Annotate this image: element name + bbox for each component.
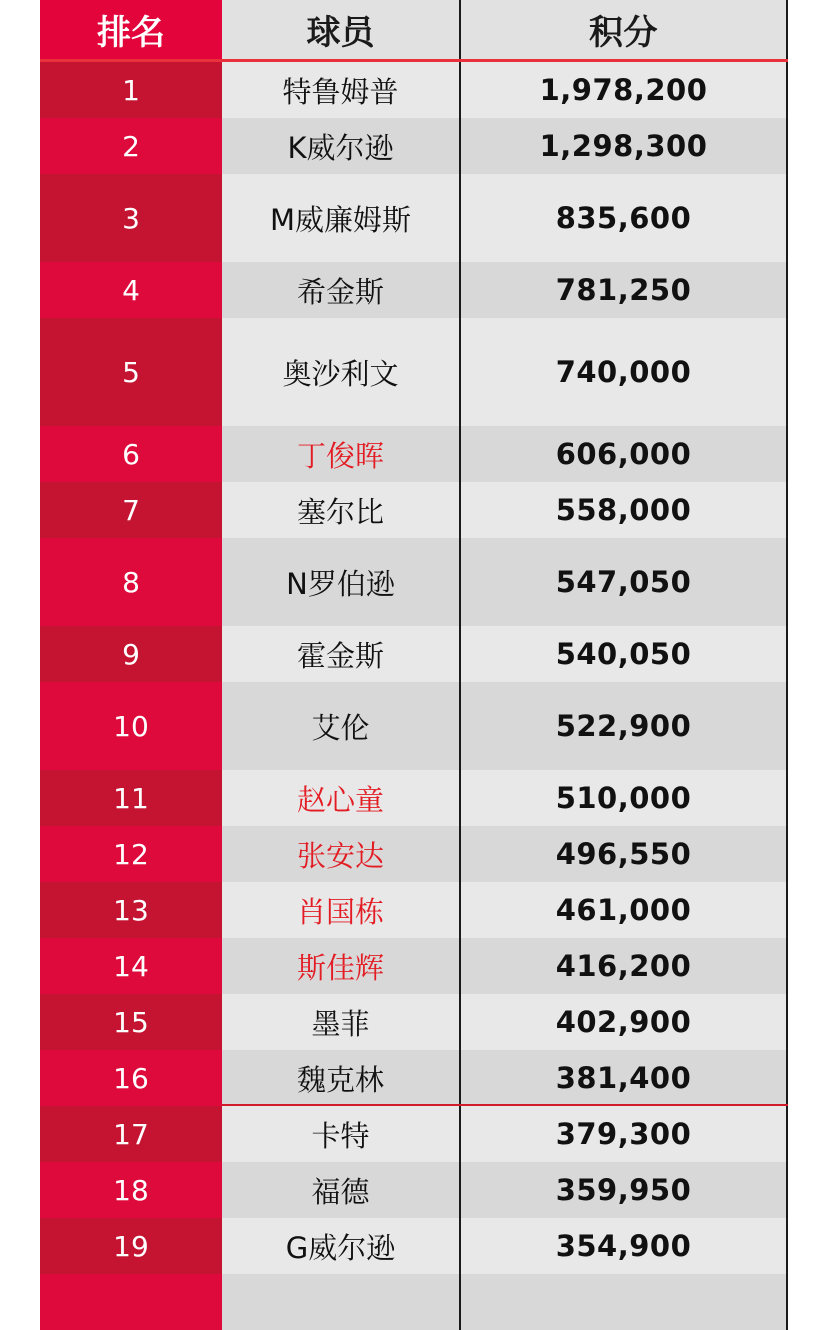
points-cell: 558,000 xyxy=(461,482,788,538)
table-row xyxy=(40,770,788,826)
player-name-cell: 卡特 xyxy=(222,1106,461,1162)
header-rank: 排名 xyxy=(40,0,222,59)
rank-cell: 5 xyxy=(40,318,222,426)
points-cell: 835,600 xyxy=(461,174,788,262)
player-name-cell: 斯佳辉 xyxy=(222,938,461,994)
points-cell: 402,900 xyxy=(461,994,788,1050)
rank-cell: 16 xyxy=(40,1050,222,1106)
player-name-cell: 墨菲 xyxy=(222,994,461,1050)
player-name-cell: 奥沙利文 xyxy=(222,318,461,426)
table-header xyxy=(40,0,788,62)
rank-cell: 1 xyxy=(40,62,222,118)
table-row xyxy=(40,682,788,770)
table-body xyxy=(40,62,788,1330)
table-row xyxy=(40,174,788,262)
table-row xyxy=(40,882,788,938)
player-name-cell: 塞尔比 xyxy=(222,482,461,538)
rank-cell: 13 xyxy=(40,882,222,938)
player-name-cell: 丁俊晖 xyxy=(222,426,461,482)
points-cell: 461,000 xyxy=(461,882,788,938)
table-row xyxy=(40,62,788,118)
points-cell: 496,550 xyxy=(461,826,788,882)
points-cell: 522,900 xyxy=(461,682,788,770)
player-name-cell: N罗伯逊 xyxy=(222,538,461,626)
table-row xyxy=(40,318,788,426)
points-cell: 359,950 xyxy=(461,1162,788,1218)
player-name-cell: G威尔逊 xyxy=(222,1218,461,1274)
player-name-cell: 魏克林 xyxy=(222,1050,461,1106)
points-cell: 1,978,200 xyxy=(461,62,788,118)
table-row xyxy=(40,1106,788,1162)
rank-cell: 14 xyxy=(40,938,222,994)
player-name-cell: M威廉姆斯 xyxy=(222,174,461,262)
rank-cell xyxy=(40,1274,222,1330)
player-name-cell: 希金斯 xyxy=(222,262,461,318)
table-row xyxy=(40,1162,788,1218)
table-row xyxy=(40,938,788,994)
points-cell xyxy=(461,1274,788,1330)
table-row xyxy=(40,994,788,1050)
player-name-cell: 霍金斯 xyxy=(222,626,461,682)
points-cell: 540,050 xyxy=(461,626,788,682)
rank-cell: 2 xyxy=(40,118,222,174)
rank-cell: 3 xyxy=(40,174,222,262)
points-cell: 781,250 xyxy=(461,262,788,318)
table-row xyxy=(40,826,788,882)
table-row xyxy=(40,118,788,174)
rank-cell: 17 xyxy=(40,1106,222,1162)
table-row xyxy=(40,626,788,682)
player-name-cell: 赵心童 xyxy=(222,770,461,826)
points-cell: 416,200 xyxy=(461,938,788,994)
points-cell: 1,298,300 xyxy=(461,118,788,174)
rank-cell: 19 xyxy=(40,1218,222,1274)
points-cell: 379,300 xyxy=(461,1106,788,1162)
player-name-cell: K威尔逊 xyxy=(222,118,461,174)
rank-cell: 18 xyxy=(40,1162,222,1218)
rank-cell: 7 xyxy=(40,482,222,538)
player-name-cell: 肖国栋 xyxy=(222,882,461,938)
rank-cell: 10 xyxy=(40,682,222,770)
player-name-cell: 张安达 xyxy=(222,826,461,882)
player-name-cell: 特鲁姆普 xyxy=(222,62,461,118)
table-row xyxy=(40,426,788,482)
player-name-cell xyxy=(222,1274,461,1330)
rank-cell: 9 xyxy=(40,626,222,682)
table-row xyxy=(40,262,788,318)
points-cell: 740,000 xyxy=(461,318,788,426)
ranking-table xyxy=(40,0,788,1330)
table-row xyxy=(40,1050,788,1106)
points-cell: 381,400 xyxy=(461,1050,788,1106)
rank-cell: 8 xyxy=(40,538,222,626)
table-row xyxy=(40,482,788,538)
points-cell: 354,900 xyxy=(461,1218,788,1274)
rank-cell: 11 xyxy=(40,770,222,826)
rank-cell: 15 xyxy=(40,994,222,1050)
points-cell: 606,000 xyxy=(461,426,788,482)
rank-cell: 4 xyxy=(40,262,222,318)
table-row xyxy=(40,1274,788,1330)
points-cell: 510,000 xyxy=(461,770,788,826)
table-row xyxy=(40,1218,788,1274)
rank-cell: 6 xyxy=(40,426,222,482)
player-name-cell: 艾伦 xyxy=(222,682,461,770)
header-player: 球员 xyxy=(222,0,461,59)
rank-cell: 12 xyxy=(40,826,222,882)
header-points: 积分 xyxy=(461,0,788,59)
table-row xyxy=(40,538,788,626)
player-name-cell: 福德 xyxy=(222,1162,461,1218)
points-cell: 547,050 xyxy=(461,538,788,626)
